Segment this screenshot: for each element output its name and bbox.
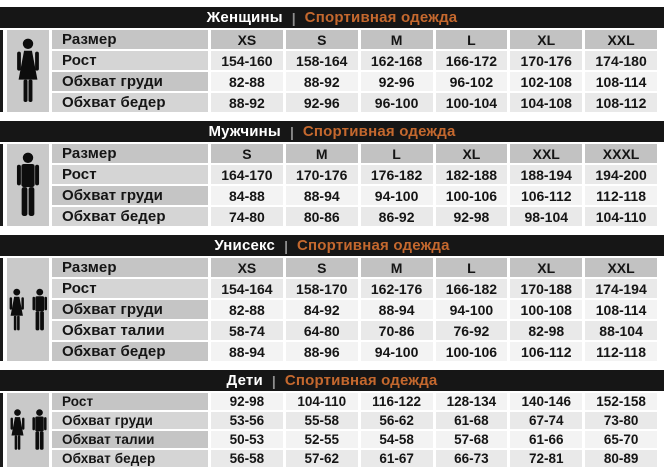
size-table-wrap: [0, 30, 664, 112]
size-column-header: M: [286, 144, 358, 163]
value-cell: 162-176: [361, 279, 433, 298]
size-table-section: [0, 235, 664, 361]
size-table-section: [0, 370, 664, 467]
size-table: [7, 30, 657, 112]
section-header-bar: [0, 235, 664, 256]
size-column-header: XL: [510, 30, 582, 49]
value-cell: 170-176: [286, 165, 358, 184]
man-icon: [13, 152, 43, 218]
value-cell: 92-96: [361, 72, 433, 91]
size-column-header: L: [436, 30, 508, 49]
row-label: Рост: [52, 165, 208, 184]
value-cell: 96-102: [436, 72, 508, 91]
value-cell: 92-98: [436, 207, 508, 226]
size-table: [7, 144, 657, 226]
value-cell: 80-89: [585, 450, 657, 467]
value-cell: 80-86: [286, 207, 358, 226]
value-cell: 188-194: [510, 165, 582, 184]
size-column-header: M: [361, 258, 433, 277]
row-label: Обхват груди: [52, 72, 208, 91]
value-cell: 194-200: [585, 165, 657, 184]
size-column-header: XXL: [585, 30, 657, 49]
woman-icon: [13, 38, 43, 104]
section-subtitle: Спортивная одежда: [304, 9, 458, 26]
size-column-header: M: [361, 30, 433, 49]
value-cell: 84-92: [286, 300, 358, 319]
size-table-section: [0, 7, 664, 112]
section-title: Дети: [226, 372, 263, 389]
value-cell: 170-176: [510, 51, 582, 70]
value-cell: 57-68: [436, 431, 508, 448]
value-cell: 166-182: [436, 279, 508, 298]
value-cell: 72-81: [510, 450, 582, 467]
value-cell: 67-74: [510, 412, 582, 429]
value-cell: 88-94: [361, 300, 433, 319]
value-cell: 65-70: [585, 431, 657, 448]
value-cell: 96-100: [361, 93, 433, 112]
woman-icon: [8, 401, 27, 459]
row-label: Обхват бедер: [52, 207, 208, 226]
size-column-header: S: [286, 258, 358, 277]
figure-icon-cell: [7, 30, 49, 112]
value-cell: 108-114: [585, 300, 657, 319]
value-cell: 94-100: [436, 300, 508, 319]
section-subtitle: Спортивная одежда: [302, 123, 456, 140]
value-cell: 94-100: [361, 342, 433, 361]
value-cell: 140-146: [510, 393, 582, 410]
value-cell: 66-73: [436, 450, 508, 467]
value-cell: 86-92: [361, 207, 433, 226]
value-cell: 61-67: [361, 450, 433, 467]
value-cell: 94-100: [361, 186, 433, 205]
value-cell: 166-172: [436, 51, 508, 70]
size-column-header: S: [286, 30, 358, 49]
value-cell: 88-94: [286, 186, 358, 205]
value-cell: 61-68: [436, 412, 508, 429]
row-label: Обхват талии: [52, 431, 208, 448]
size-column-header: XS: [211, 258, 283, 277]
value-cell: 56-62: [361, 412, 433, 429]
size-column-header: XS: [211, 30, 283, 49]
value-cell: 154-160: [211, 51, 283, 70]
size-row-label: Размер: [52, 144, 208, 163]
value-cell: 61-66: [510, 431, 582, 448]
figure-icon-cell: [7, 258, 49, 361]
value-cell: 92-98: [211, 393, 283, 410]
value-cell: 58-74: [211, 321, 283, 340]
size-table-wrap: [0, 258, 664, 361]
value-cell: 162-168: [361, 51, 433, 70]
section-header-bar: [0, 121, 664, 142]
value-cell: 76-92: [436, 321, 508, 340]
value-cell: 116-122: [361, 393, 433, 410]
value-cell: 88-94: [211, 342, 283, 361]
title-separator: |: [291, 9, 296, 26]
value-cell: 73-80: [585, 412, 657, 429]
value-cell: 128-134: [436, 393, 508, 410]
row-label: Рост: [52, 393, 208, 410]
value-cell: 176-182: [361, 165, 433, 184]
value-cell: 100-104: [436, 93, 508, 112]
value-cell: 88-92: [286, 72, 358, 91]
value-cell: 52-55: [286, 431, 358, 448]
value-cell: 70-86: [361, 321, 433, 340]
row-label: Обхват груди: [52, 412, 208, 429]
value-cell: 112-118: [585, 186, 657, 205]
size-table-wrap: [0, 144, 664, 226]
section-title: Унисекс: [214, 237, 276, 254]
row-label: Обхват груди: [52, 186, 208, 205]
man-icon: [30, 272, 50, 348]
value-cell: 100-108: [510, 300, 582, 319]
size-column-header: XXL: [585, 258, 657, 277]
title-separator: |: [289, 123, 294, 140]
row-label: Обхват бедер: [52, 450, 208, 467]
section-header-bar: [0, 7, 664, 28]
value-cell: 56-58: [211, 450, 283, 467]
value-cell: 82-88: [211, 300, 283, 319]
row-label: Обхват бедер: [52, 93, 208, 112]
value-cell: 82-98: [510, 321, 582, 340]
value-cell: 164-170: [211, 165, 283, 184]
size-column-header: L: [436, 258, 508, 277]
section-subtitle: Спортивная одежда: [297, 237, 450, 254]
value-cell: 170-188: [510, 279, 582, 298]
title-separator: |: [284, 237, 289, 254]
value-cell: 88-104: [585, 321, 657, 340]
value-cell: 104-110: [286, 393, 358, 410]
value-cell: 57-62: [286, 450, 358, 467]
row-label: Обхват груди: [52, 300, 208, 319]
value-cell: 88-92: [211, 93, 283, 112]
value-cell: 74-80: [211, 207, 283, 226]
section-header-bar: [0, 370, 664, 391]
value-cell: 158-164: [286, 51, 358, 70]
value-cell: 50-53: [211, 431, 283, 448]
value-cell: 174-194: [585, 279, 657, 298]
size-column-header: XXXL: [585, 144, 657, 163]
row-label: Обхват талии: [52, 321, 208, 340]
figure-icon-cell: [7, 144, 49, 226]
value-cell: 88-96: [286, 342, 358, 361]
value-cell: 152-158: [585, 393, 657, 410]
size-table-section: [0, 121, 664, 226]
section-title: Женщины: [206, 9, 283, 26]
section-title: Мужчины: [208, 123, 281, 140]
row-label: Рост: [52, 279, 208, 298]
value-cell: 55-58: [286, 412, 358, 429]
value-cell: 174-180: [585, 51, 657, 70]
row-label: Обхват бедер: [52, 342, 208, 361]
size-table: [7, 393, 657, 467]
size-table-wrap: [0, 393, 664, 467]
size-row-label: Размер: [52, 30, 208, 49]
value-cell: 100-106: [436, 186, 508, 205]
value-cell: 98-104: [510, 207, 582, 226]
woman-icon: [7, 272, 27, 348]
value-cell: 106-112: [510, 186, 582, 205]
value-cell: 64-80: [286, 321, 358, 340]
value-cell: 104-110: [585, 207, 657, 226]
value-cell: 182-188: [436, 165, 508, 184]
size-column-header: XL: [436, 144, 508, 163]
value-cell: 106-112: [510, 342, 582, 361]
value-cell: 154-164: [211, 279, 283, 298]
value-cell: 82-88: [211, 72, 283, 91]
value-cell: 104-108: [510, 93, 582, 112]
size-table: [7, 258, 657, 361]
figure-icon-cell: [7, 393, 49, 467]
value-cell: 108-112: [585, 93, 657, 112]
value-cell: 53-56: [211, 412, 283, 429]
size-row-label: Размер: [52, 258, 208, 277]
value-cell: 54-58: [361, 431, 433, 448]
size-column-header: XXL: [510, 144, 582, 163]
size-column-header: S: [211, 144, 283, 163]
value-cell: 102-108: [510, 72, 582, 91]
value-cell: 108-114: [585, 72, 657, 91]
value-cell: 158-170: [286, 279, 358, 298]
value-cell: 84-88: [211, 186, 283, 205]
man-icon: [30, 401, 49, 459]
section-subtitle: Спортивная одежда: [284, 372, 438, 389]
title-separator: |: [271, 372, 276, 389]
value-cell: 92-96: [286, 93, 358, 112]
value-cell: 112-118: [585, 342, 657, 361]
row-label: Рост: [52, 51, 208, 70]
value-cell: 100-106: [436, 342, 508, 361]
size-column-header: L: [361, 144, 433, 163]
size-column-header: XL: [510, 258, 582, 277]
